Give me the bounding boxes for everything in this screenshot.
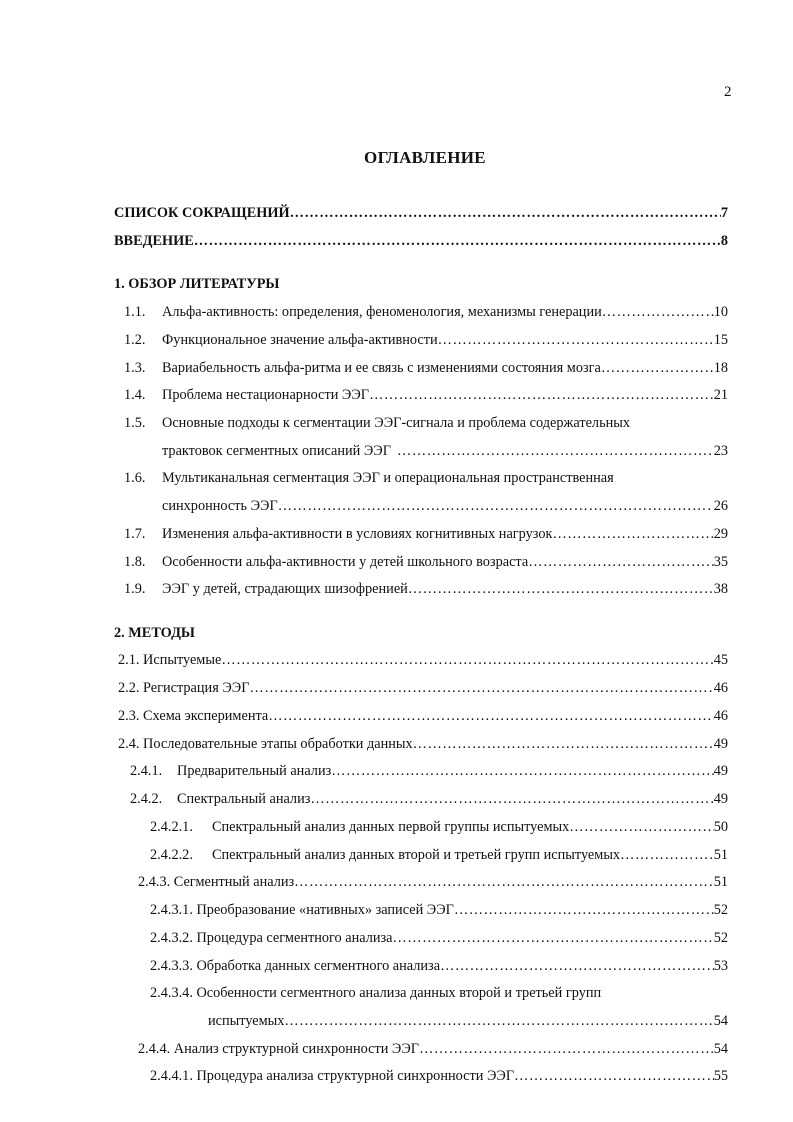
toc-entry-number: 1.9. xyxy=(124,581,146,597)
toc-entry-label: 2.4.3.1. Преобразование «нативных» записей ЭЭГ xyxy=(150,902,454,918)
toc-entry-label: Особенности альфа-активности у детей школьного возраста xyxy=(162,554,529,570)
toc-entry-page: 46 xyxy=(713,708,728,724)
toc-entry-label: Альфа-активность: определения, феноменология, механизмы генерации xyxy=(162,304,602,320)
toc-entry-number: 2.4.2.1. xyxy=(150,819,193,835)
toc-entry-continuation[interactable] xyxy=(208,1011,728,1031)
leader-dots xyxy=(514,1066,714,1086)
leader-dots xyxy=(454,900,714,920)
leader-dots xyxy=(419,1039,714,1059)
toc-entry-page: 55 xyxy=(713,1068,728,1084)
toc-entry-page: 49 xyxy=(713,763,728,779)
toc-entry-label: ЭЭГ у детей, страдающих шизофренией xyxy=(162,581,408,597)
leader-dots xyxy=(397,441,714,461)
chapter-1-heading[interactable]: 1. ОБЗОР ЛИТЕРАТУРЫ xyxy=(114,276,280,292)
toc-title: ОГЛАВЛЕНИЕ xyxy=(364,148,486,167)
toc-entry[interactable] xyxy=(150,956,728,976)
toc-entry[interactable] xyxy=(130,761,728,781)
toc-entry-label: Спектральный анализ данных первой группы испытуемых xyxy=(212,819,570,835)
toc-entry-label: Спектральный анализ данных второй и третьей групп испытуемых xyxy=(212,847,621,863)
toc-entry[interactable] xyxy=(118,734,728,754)
leader-dots xyxy=(268,706,713,726)
leader-dots xyxy=(290,203,721,223)
leader-dots xyxy=(552,524,713,544)
leader-dots xyxy=(569,817,713,837)
toc-entry-page: 18 xyxy=(713,360,728,376)
leader-dots xyxy=(221,650,713,670)
toc-entry-page: 26 xyxy=(713,498,728,514)
toc-entry[interactable] xyxy=(150,928,728,948)
toc-entry-number: 1.8. xyxy=(124,554,146,570)
toc-entry-multiline[interactable] xyxy=(150,983,601,1003)
leader-dots xyxy=(438,330,714,350)
toc-entry-number: 1.1. xyxy=(124,304,146,320)
toc-entry-page: 29 xyxy=(713,526,728,542)
toc-entry-number: 1.3. xyxy=(124,360,146,376)
toc-entry[interactable] xyxy=(124,524,728,544)
toc-entry-label: 2.4.3. Сегментный анализ xyxy=(138,874,295,890)
leader-dots xyxy=(440,956,714,976)
leader-dots xyxy=(278,496,710,516)
toc-entry-number: 1.5. xyxy=(124,415,146,431)
toc-entry-label: Предварительный анализ xyxy=(177,763,332,779)
toc-entry[interactable] xyxy=(150,845,728,865)
leader-dots xyxy=(294,872,714,892)
toc-entry-page: 45 xyxy=(713,652,728,668)
toc-entry-label: Изменения альфа-активности в условиях когнитивных нагрузок xyxy=(162,526,553,542)
toc-entry-page: 38 xyxy=(713,581,728,597)
toc-entry[interactable] xyxy=(150,900,728,920)
toc-entry-page: 51 xyxy=(713,874,728,890)
toc-entry-page: 7 xyxy=(720,205,728,221)
toc-entry[interactable] xyxy=(118,678,728,698)
toc-entry-number: 1.2. xyxy=(124,332,146,348)
toc-entry[interactable] xyxy=(150,1066,728,1086)
toc-entry-page: 52 xyxy=(713,930,728,946)
toc-entry[interactable] xyxy=(124,579,728,599)
leader-dots xyxy=(413,734,714,754)
toc-entry[interactable] xyxy=(124,385,728,405)
toc-entry-label-continued: синхронность ЭЭГ xyxy=(162,498,278,514)
leader-dots xyxy=(601,358,714,378)
toc-entry-introduction[interactable] xyxy=(114,231,728,251)
toc-entry-multiline[interactable] xyxy=(124,468,614,488)
toc-entry-page: 35 xyxy=(713,554,728,570)
toc-entry-label: 2.3. Схема эксперимента xyxy=(118,708,269,724)
toc-entry[interactable] xyxy=(124,358,728,378)
leader-dots xyxy=(250,678,714,698)
toc-entry-page: 49 xyxy=(713,791,728,807)
toc-entry[interactable] xyxy=(138,1039,728,1059)
toc-entry[interactable] xyxy=(150,817,728,837)
toc-entry-label: 2.4.3.4. Особенности сегментного анализа данных второй и третьей групп xyxy=(150,985,602,1001)
leader-dots xyxy=(393,928,714,948)
leader-dots xyxy=(528,552,714,572)
toc-entry[interactable] xyxy=(138,872,728,892)
leader-dots xyxy=(331,761,713,781)
toc-entry-label: Спектральный анализ xyxy=(177,791,311,807)
toc-entry-page: 46 xyxy=(713,680,728,696)
toc-entry-label: Проблема нестационарности ЭЭГ xyxy=(162,387,370,403)
toc-entry[interactable] xyxy=(130,789,728,809)
leader-dots xyxy=(620,845,714,865)
toc-entry-page: 8 xyxy=(720,233,728,249)
toc-entry-continuation[interactable] xyxy=(162,496,728,516)
toc-entry-label: 2.4. Последовательные этапы обработки данных xyxy=(118,736,413,752)
toc-entry-multiline[interactable] xyxy=(124,413,630,433)
leader-dots xyxy=(602,302,714,322)
toc-entry-label: ВВЕДЕНИЕ xyxy=(114,233,194,249)
toc-entry-page: 49 xyxy=(713,736,728,752)
toc-entry-page: 51 xyxy=(713,847,728,863)
toc-entry-label: 2.4.3.3. Обработка данных сегментного анализа xyxy=(150,958,441,974)
toc-entry-number: 2.4.2. xyxy=(130,791,163,807)
toc-entry-label-continued: трактовок сегментных описаний ЭЭГ xyxy=(162,443,392,459)
leader-dots xyxy=(194,231,721,251)
leader-dots xyxy=(310,789,713,809)
toc-entry-label: 2.4.4. Анализ структурной синхронности ЭЭГ xyxy=(138,1041,420,1057)
toc-entry-page: 50 xyxy=(713,819,728,835)
toc-entry-page: 15 xyxy=(713,332,728,348)
toc-entry-number: 1.6. xyxy=(124,470,146,486)
toc-entry[interactable] xyxy=(124,302,728,322)
toc-entry[interactable] xyxy=(118,706,728,726)
toc-entry-label: Функциональное значение альфа-активности xyxy=(162,332,438,348)
toc-entry-number: 1.7. xyxy=(124,526,146,542)
toc-entry-number: 1.4. xyxy=(124,387,146,403)
toc-entry-label: Основные подходы к сегментации ЭЭГ-сигнала и проблема содержательных xyxy=(162,415,630,431)
toc-entry-label-continued: испытуемых xyxy=(208,1013,285,1029)
chapter-2-heading[interactable]: 2. МЕТОДЫ xyxy=(114,625,195,641)
toc-entry-label: 2.2. Регистрация ЭЭГ xyxy=(118,680,250,696)
leader-dots xyxy=(408,579,714,599)
toc-entry-label: Мультиканальная сегментация ЭЭГ и операциональная пространственная xyxy=(162,470,614,486)
toc-entry-page: 54 xyxy=(713,1013,728,1029)
toc-entry[interactable] xyxy=(124,330,728,350)
toc-entry-label: Вариабельность альфа-ритма и ее связь с изменениями состояния мозга xyxy=(162,360,601,376)
leader-dots xyxy=(284,1011,713,1031)
toc-entry-page: 54 xyxy=(713,1041,728,1057)
toc-entry-page: 53 xyxy=(713,958,728,974)
toc-entry[interactable] xyxy=(118,650,728,670)
toc-entry-label: СПИСОК СОКРАЩЕНИЙ xyxy=(114,205,290,221)
toc-entry-page: 52 xyxy=(713,902,728,918)
page-number: 2 xyxy=(724,84,732,100)
toc-entry-abbreviations[interactable] xyxy=(114,203,728,223)
toc-entry-label: 2.4.4.1. Процедура анализа структурной синхронности ЭЭГ xyxy=(150,1068,515,1084)
toc-entry-number: 2.4.2.2. xyxy=(150,847,193,863)
toc-entry-page: 21 xyxy=(713,387,728,403)
toc-entry-continuation[interactable] xyxy=(162,441,728,461)
toc-entry-number: 2.4.1. xyxy=(130,763,163,779)
toc-entry-page: 10 xyxy=(713,304,728,320)
toc-entry-page: 23 xyxy=(713,443,728,459)
leader-dots xyxy=(369,385,714,405)
toc-entry-label: 2.1. Испытуемые xyxy=(118,652,222,668)
toc-entry-label: 2.4.3.2. Процедура сегментного анализа xyxy=(150,930,393,946)
toc-entry[interactable] xyxy=(124,552,728,572)
